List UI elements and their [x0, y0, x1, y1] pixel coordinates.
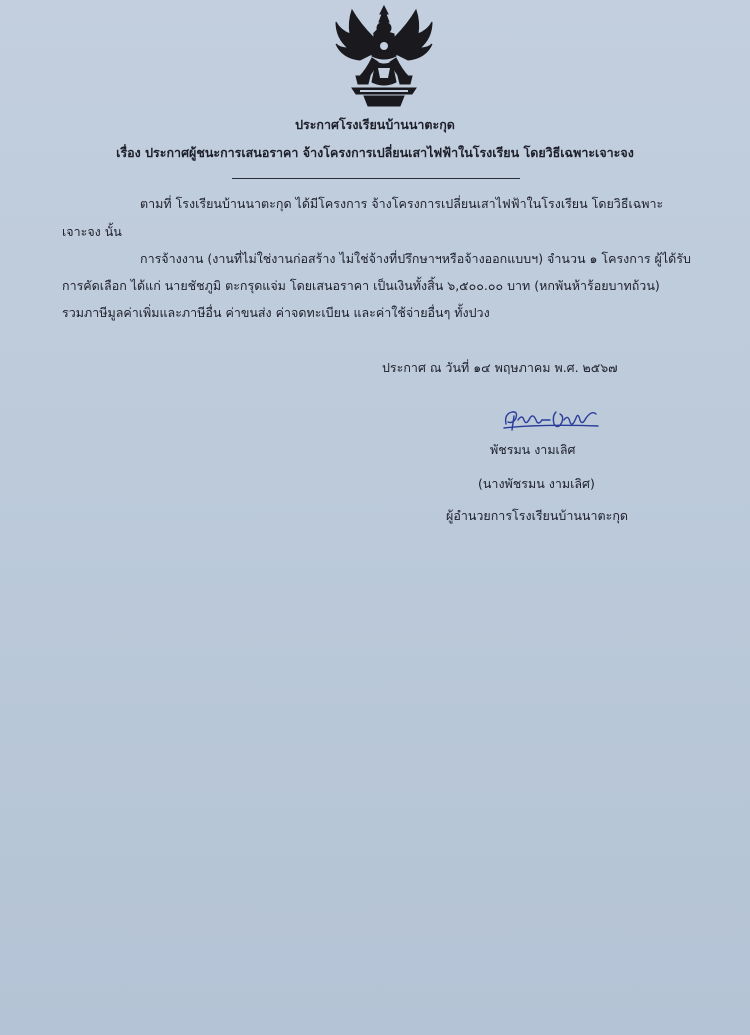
handwritten-signature: [500, 404, 604, 434]
paragraph-2-line-3: รวมภาษีมูลค่าเพิ่มและภาษีอื่น ค่าขนส่ง ค่าจดทะเบียน และค่าใช้จ่ายอื่นๆ ทั้งปวง: [62, 305, 490, 320]
signer-full-name: (นางพัชรมน งามเลิศ): [478, 476, 595, 491]
subject-line: เรื่อง ประกาศผู้ชนะการเสนอราคา จ้างโครงการเปลี่ยนเสาไฟฟ้าในโรงเรียน โดยวิธีเฉพาะเจาะจง: [116, 145, 634, 160]
signer-position: ผู้อำนวยการโรงเรียนบ้านนาตะกุด: [446, 508, 629, 523]
divider-line: [232, 178, 520, 179]
announcement-title: ประกาศโรงเรียนบ้านนาตะกุด: [295, 117, 455, 132]
paragraph-1-line-2: เจาะจง นั้น: [62, 224, 122, 239]
signer-name: พัชรมน งามเลิศ: [490, 442, 576, 457]
announcement-date: ประกาศ ณ วันที่ ๑๔ พฤษภาคม พ.ศ. ๒๕๖๗: [382, 360, 618, 375]
paragraph-2-line-1: การจ้างงาน (งานที่ไม่ใช่งานก่อสร้าง ไม่ใช่จ้างที่ปรึกษาฯหรือจ้างออกแบบฯ) จำนวน ๑ โครงการ ผู้ได้รับ: [140, 251, 691, 266]
paragraph-1-line-1: ตามที่ โรงเรียนบ้านนาตะกุด ได้มีโครงการ จ้างโครงการเปลี่ยนเสาไฟฟ้าในโรงเรียน โดยวิธีเฉพาะ: [140, 196, 664, 211]
paragraph-2-line-2: การคัดเลือก ได้แก่ นายชัชภูมิ ตะกรุดแจ่ม โดยเสนอราคา เป็นเงินทั้งสิ้น ๖,๕๐๐.๐๐ บาท (หกพันห้าร้อยบาทถ้วน): [62, 278, 660, 293]
garuda-emblem-icon: [330, 4, 438, 108]
